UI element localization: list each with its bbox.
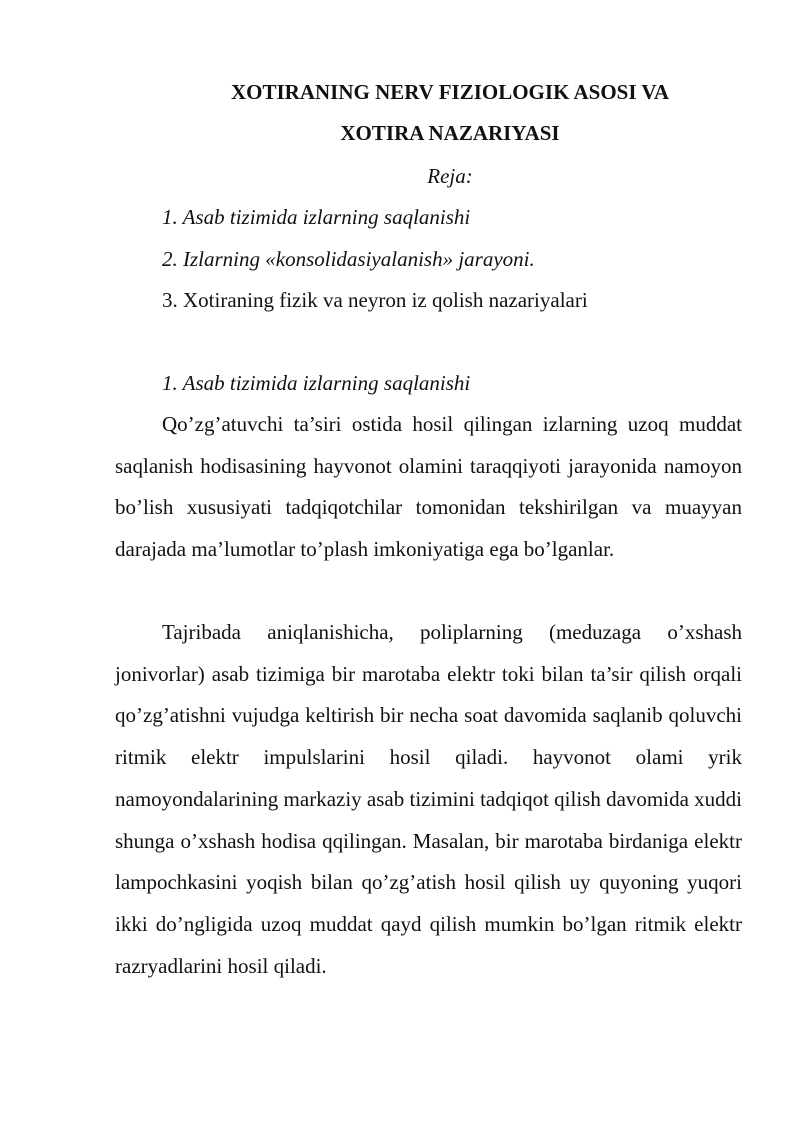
body-paragraph-1: Qo’zg’atuvchi ta’siri ostida hosil qilingan izlarning uzoq muddat saqlanish hodisasining hayvonot olamini taraqqiyoti jarayonida namoyon bo’lish xususiyati tadqiqotchilar tomonidan tekshirilgan va muayyan darajada ma’lumotlar to’plash imkoniyatiga ega bo’lganlar.	[115, 412, 742, 562]
document-title-line1: XOTIRANING NERV FIZIOLOGIK ASOSI VA	[230, 80, 670, 104]
body-paragraph-2: Tajribada aniqlanishicha, poliplarning (meduzaga o’xshash jonivorlar) asab tizimiga bir marotaba elektr toki bilan ta’sir qilish orqali qo’zg’atishni vujudga keltirish bir necha soat davomida saqlanib qoluvchi ritmik elektr impulslarini hosil qiladi. hayvonot olami yrik namoyondalarining markaziy asab tizimini tadqiqot qilish davomida xuddi shunga o’xshash hodisa qqilingan. Masalan, bir marotaba birdaniga elektr lampochkasini yoqish bilan qo’zg’atish hosil qilish uy quyoning yuqori ikki do’ngligida uzoq muddat qayd qilish mumkin bo’lgan ritmik elektr razryadlarini hosil qiladi.	[115, 620, 742, 978]
plan-item-3: 3. Xotiraning fizik va neyron iz qolish nazariyalari	[162, 288, 588, 312]
plan-item-1: 1. Asab tizimida izlarning saqlanishi	[162, 205, 471, 229]
plan-label: Reja:	[427, 164, 473, 188]
section-heading: 1. Asab tizimida izlarning saqlanishi	[162, 371, 471, 395]
plan-item-2: 2. Izlarning «konsolidasiyalanish» jarayoni.	[162, 247, 535, 271]
document-title-line2: XOTIRA NAZARIYASI	[340, 121, 560, 145]
